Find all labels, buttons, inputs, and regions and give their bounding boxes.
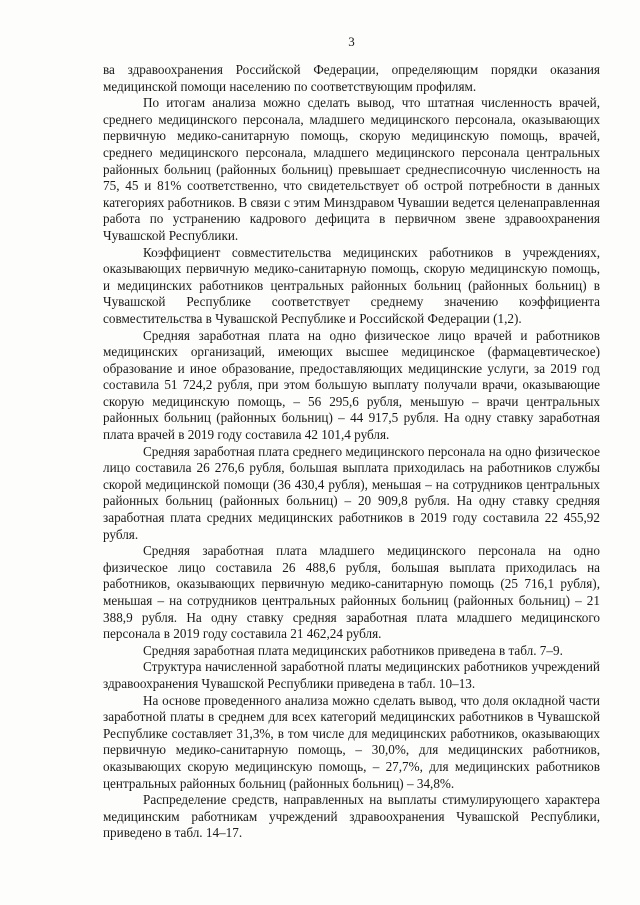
paragraph-incentive-payments-ref: Распределение средств, направленных на выплаты стимулирующего характера медицинским работникам учреждений здравоохранения Чувашской Республики, приведено в табл. 14–17. [103,792,600,841]
paragraph-junior-staff-salary: Средняя заработная плата младшего медицинского персонала на одно физическое лицо составила 26 488,6 рубля, большая выплата приходилась на работников, оказывающих первичную медико-санитарную помощь (25 716,1 рубля), меньшая – на сотрудников центральных районных больниц (районных больниц) – 21 388,9 рубля. На одну ставку средняя заработная плата младшего медицинского персонала в 2019 году составила 21 462,24 рубля. [103,543,600,642]
paragraph-nurses-salary: Средняя заработная плата среднего медицинского персонала на одно физическое лицо составила 26 276,6 рубля, большая выплата приходилась на работников службы скорой медицинской помощи (36 430,4 рубля), меньшая – на сотрудников центральных районных больниц (районных больниц) – 20 909,8 рубля. На одну ставку средняя заработная плата средних медицинских работников в 2019 году составила 22 455,92 рубля. [103,443,600,542]
paragraph-staffing-analysis: По итогам анализа можно сделать вывод, что штатная численность врачей, среднего медицинского персонала, младшего медицинского персонала, оказывающих первичную медико-санитарную помощь, скорую медицинскую помощь, врачей, среднего медицинского персонала, младшего медицинского персонала центральных районных больниц (районных больниц) превышает среднесписочную численность на 75, 45 и 81% соответственно, что свидетельствует об острой потребности в данных категориях работников. В связи с этим Минздравом Чувашии ведется целенаправленная работа по устранению кадрового дефицита в первичном звене здравоохранения Чувашской Республики. [103,95,600,243]
paragraph-continuation: ва здравоохранения Российской Федерации, определяющим порядки оказания медицинской помощи населению по соответствующим профилям. [103,62,600,94]
paragraph-doctors-salary: Средняя заработная плата на одно физическое лицо врачей и работников медицинских организаций, имеющих высшее медицинское (фармацевтическое) образование и иное образование, предоставляющих медицинские услуги, за 2019 год составила 51 724,2 рубля, при этом большую выплату получали врачи, оказывающие скорую медицинскую помощь, – 56 295,6 рубля, меньшую – врачи центральных районных больниц (районных больниц) – 44 917,5 рубля. На одну ставку заработная плата врачей в 2019 году составила 42 101,4 рубля. [103,327,600,443]
paragraph-salary-tables-ref: Средняя заработная плата медицинских работников приведена в табл. 7–9. [143,642,563,658]
paragraph-salary-structure-ref: Структура начисленной заработной платы медицинских работников учреждений здравоохранения Чувашской Республики приведена в табл. 10–13. [103,659,600,691]
page-number: 3 [348,34,355,49]
document-body [103,62,600,842]
paragraph-combination-coefficient: Коэффициент совместительства медицинских работников в учреждениях, оказывающих первичную медико-санитарную помощь, скорую медицинскую помощь, и медицинских работников центральных районных больниц (районных больниц) в Чувашской Республике соответствует среднему значению коэффициента совместительства в Чувашской Республике и Российской Федерации (1,2). [103,244,600,326]
paragraph-base-salary-share: На основе проведенного анализа можно сделать вывод, что доля окладной части заработной платы в среднем для всех категорий медицинских работников в Чувашской Республике составляет 31,3%, в том числе для медицинских работников, оказывающих первичную медико-санитарную помощь, – 30,0%, для медицинских работников, оказывающих скорую медицинскую помощь, – 27,7%, для медицинских работников центральных районных больниц (районных больниц) – 34,8%. [103,692,600,791]
